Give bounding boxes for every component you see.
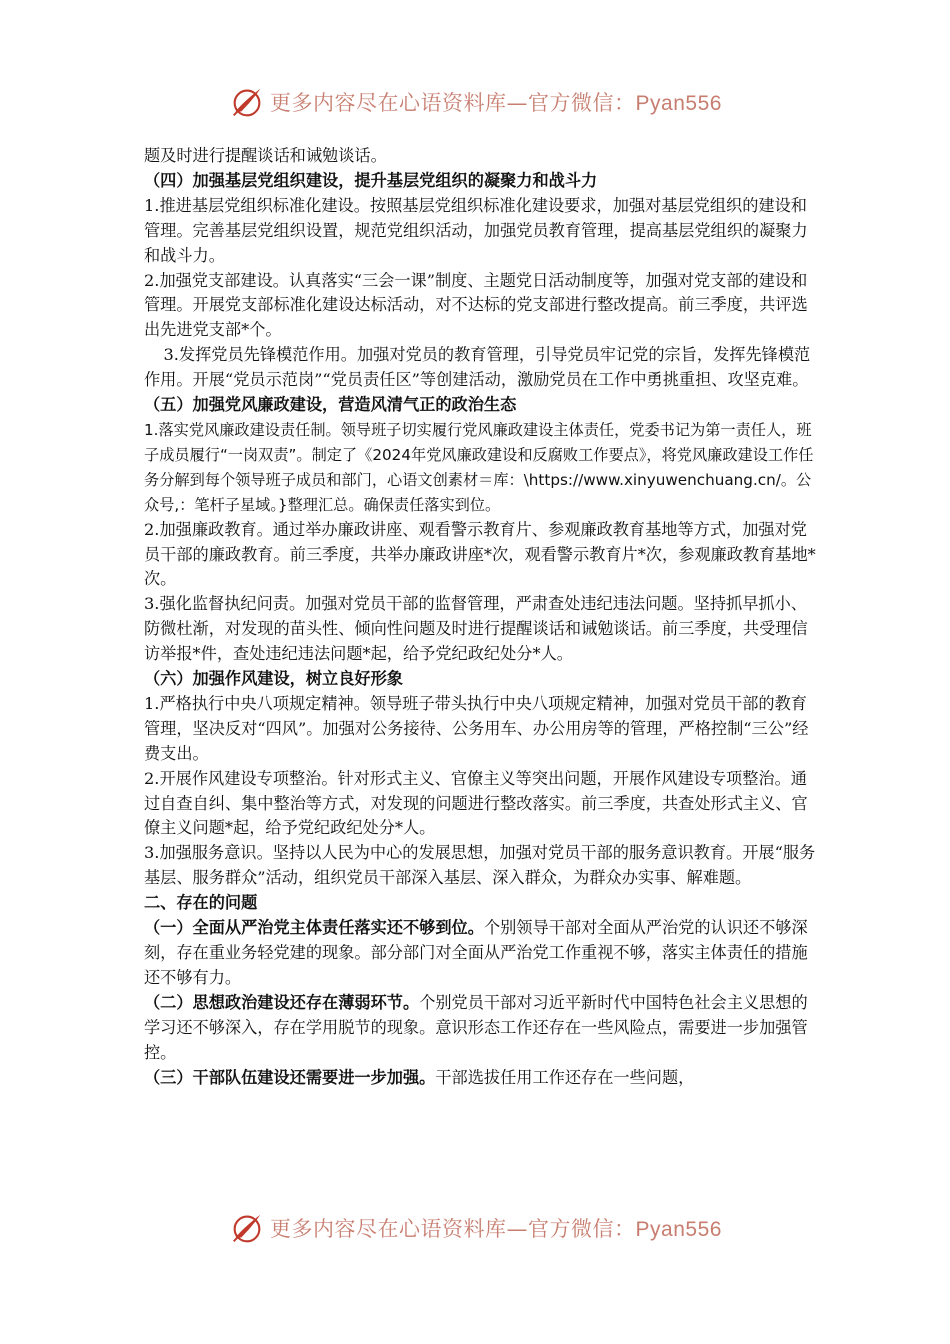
paragraph: 2.开展作风建设专项整治。针对形式主义、官僚主义等突出问题，开展作风建设专项整治。通过自查自纠、集中整治等方式，对发现的问题进行整改落实。前三季度，共查处形式主义、官僚主义问题*起，给予党纪政纪处分*人。 xyxy=(144,768,808,838)
chapter-heading: 二、存在的问题 xyxy=(144,893,258,913)
document-body xyxy=(144,144,820,1090)
issue-paragraph xyxy=(144,1066,820,1091)
issue-text: 干部选拔任用工作还存在一些问题， xyxy=(435,1067,695,1087)
paragraph: 2.加强党支部建设。认真落实“三会一课”制度、主题党日活动制度等，加强对党支部的建设和管理。开展党支部标准化建设达标活动，对不达标的党支部进行整改提高。前三季度，共评选出先进党支部*个。 xyxy=(144,270,808,340)
paragraph: 1.推进基层党组织标准化建设。按照基层党组织标准化建设要求，加强对基层党组织的建设和管理。完善基层党组织设置，规范党组织活动，加强党员教育管理，提高基层党组织的凝聚力和战斗力。 xyxy=(144,195,808,265)
paragraph: 3.加强服务意识。坚持以人民为中心的发展思想，加强对党员干部的服务意识教育。开展“服务基层、服务群众”活动，组织党员干部深入基层、深入群众，为群众办实事、解难题。 xyxy=(144,843,816,888)
issue-paragraph xyxy=(144,916,820,991)
watermark-header xyxy=(0,82,950,122)
section-heading: （五）加强党风廉政建设，营造风清气正的政治生态 xyxy=(144,395,517,415)
paragraph: 2.加强廉政教育。通过举办廉政讲座、观看警示教育片、参观廉政教育基地等方式，加强对党员干部的廉政教育。前三季度，共举办廉政讲座*次，观看警示教育片*次，参观廉政教育基地*次。 xyxy=(144,519,816,589)
paragraph: 3.强化监督执纪问责。加强对党员干部的监督管理，严肃查处违纪违法问题。坚持抓早抓小、防微杜渐，对发现的苗头性、倾向性问题及时进行提醒谈话和诫勉谈话。前三季度，共受理信访举报*件，查处违纪违法问题*起，给予党纪政纪处分*人。 xyxy=(144,594,808,664)
quill-logo-icon xyxy=(228,83,266,121)
watermark-text: 更多内容尽在心语资料库—官方微信：Pyan556 xyxy=(270,1217,722,1241)
paragraph: 题及时进行提醒谈话和诫勉谈话。 xyxy=(144,146,387,165)
watermark-footer xyxy=(0,1208,950,1248)
issue-text: 个别领导干部对全面从严治党的认识还不够深刻，存在重业务轻党建的现象。部分部门对全面从严治党工作重视不够，落实主体责任的措施还不够有力。 xyxy=(144,918,808,987)
section-heading: （六）加强作风建设，树立良好形象 xyxy=(144,669,403,689)
paragraph: 1.严格执行中央八项规定精神。领导班子带头执行中央八项规定精神，加强对党员干部的教育管理，坚决反对“四风”。加强对公务接待、公务用车、办公用房等的管理，严格控制“三公”经费支出。 xyxy=(144,693,809,763)
issue-paragraph xyxy=(144,991,820,1066)
watermark-text: 更多内容尽在心语资料库—官方微信：Pyan556 xyxy=(270,91,722,115)
issue-title: （三）干部队伍建设还需要进一步加强。 xyxy=(144,1067,436,1087)
issue-title: （一）全面从严治党主体责任落实还不够到位。 xyxy=(144,918,484,938)
paragraph: 3.发挥党员先锋模范作用。加强对党员的教育管理，引导党员牢记党的宗旨，发挥先锋模范作用。开展“党员示范岗”“党员责任区”等创建活动，激励党员在工作中勇挑重担、攻坚克难。 xyxy=(144,345,811,390)
issue-text: 个别党员干部对习近平新时代中国特色社会主义思想的学习还不够深入，存在学用脱节的现象。意识形态工作还存在一些风险点，需要进一步加强管控。 xyxy=(144,992,808,1062)
paragraph: 1.落实党风廉政建设责任制。领导班子切实履行党风廉政建设主体责任，党委书记为第一责任人，班子成员履行“一岗双责”。制定了《2024年党风廉政建设和反腐败工作要点》，将党风廉政建设工作任务分解到每个领导班子成员和部门，心语文创素材＝库：\https://www.xinyuwenchuang.cn/。公众号,：笔杆子星域。}整理汇总。确保责任落实到位。 xyxy=(144,420,814,514)
quill-logo-icon xyxy=(228,1209,266,1247)
section-heading: （四）加强基层党组织建设，提升基层党组织的凝聚力和战斗力 xyxy=(144,170,598,190)
issue-title: （二）思想政治建设还存在薄弱环节。 xyxy=(144,992,420,1012)
